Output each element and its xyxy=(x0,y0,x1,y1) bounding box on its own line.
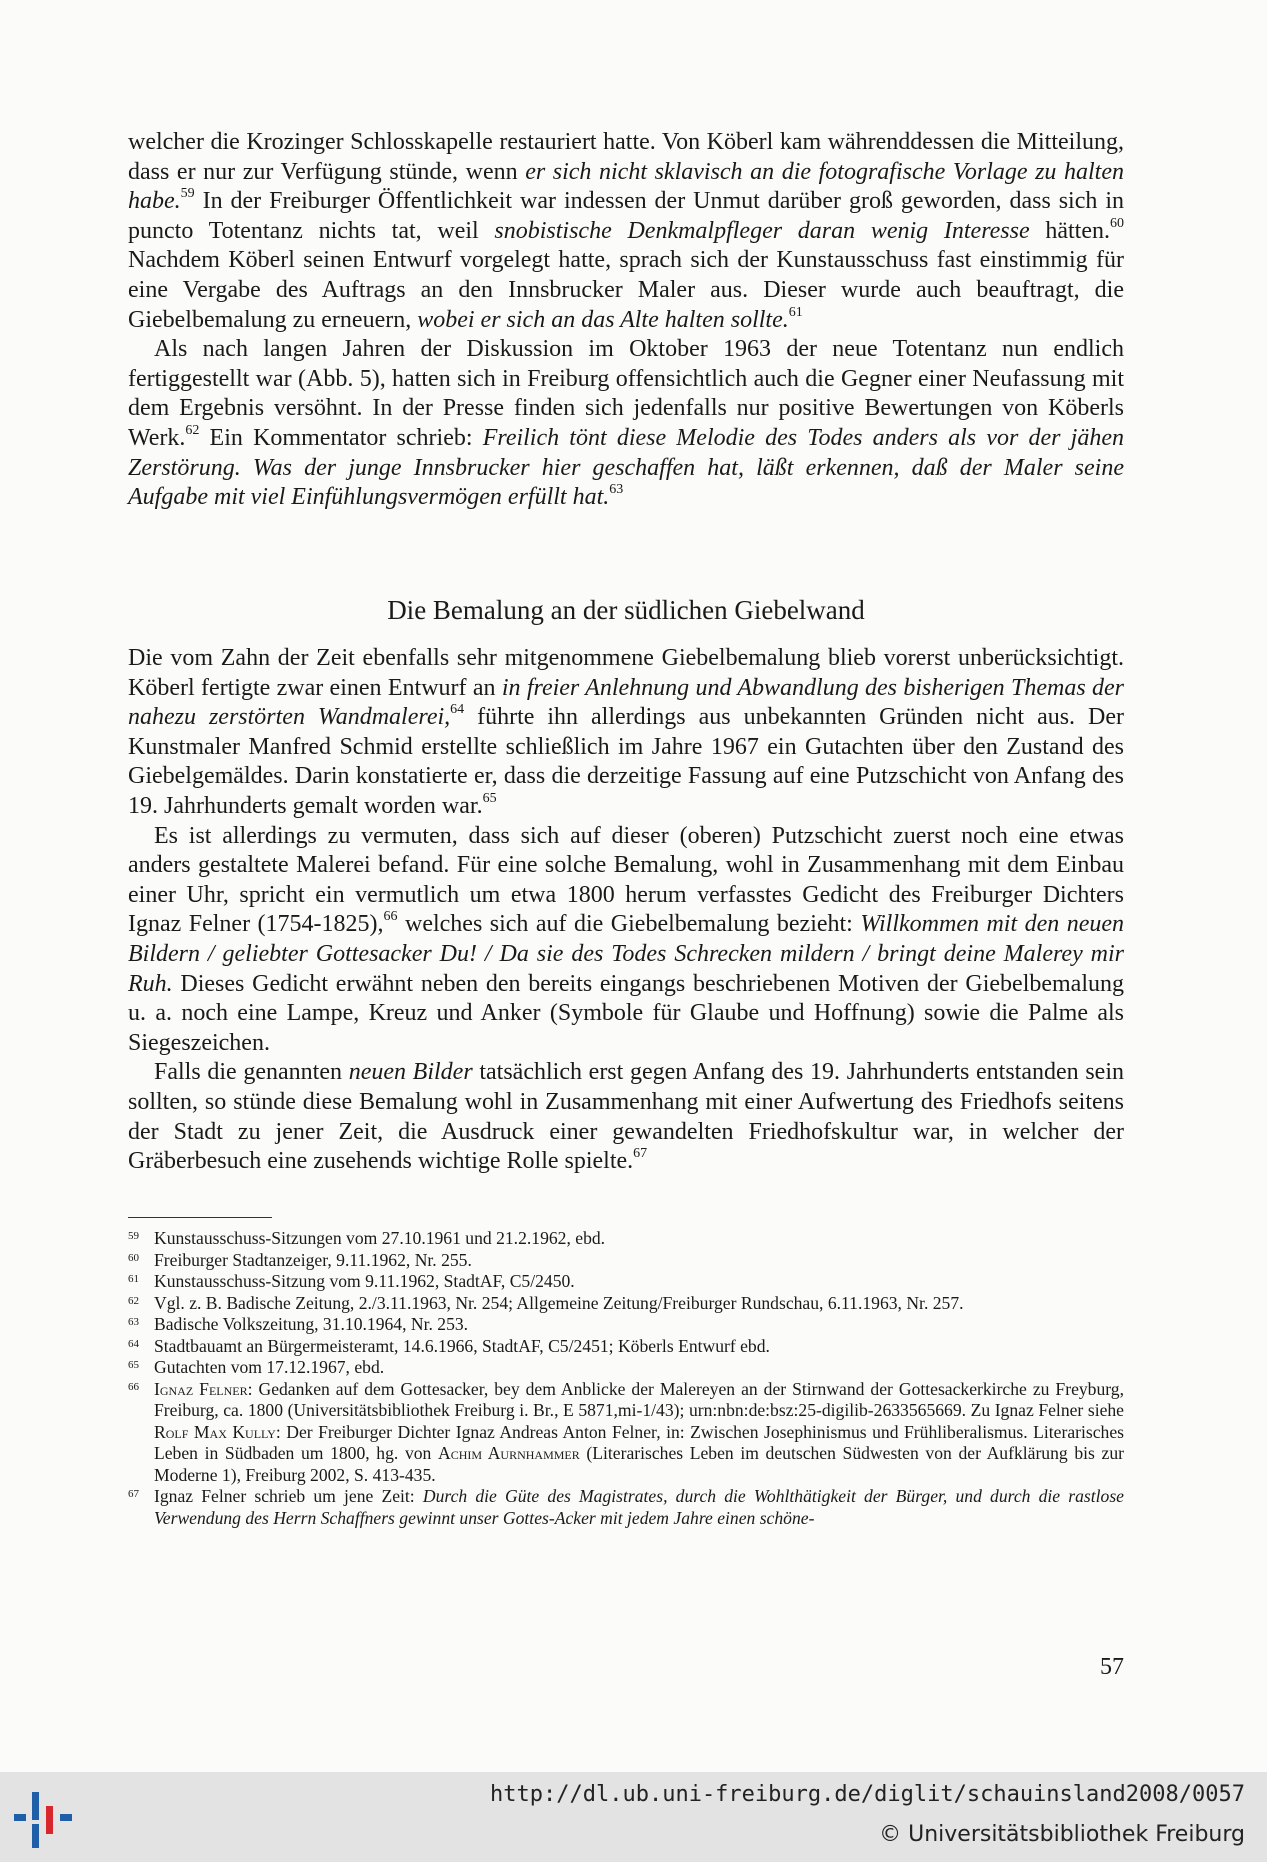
text-run: Kunstausschuss-Sitzungen vom 27.10.1961 und 21.2.1962, ebd. xyxy=(154,1228,606,1248)
text-run: Ignaz Felner schrieb um jene Zeit: xyxy=(154,1486,423,1506)
footnote-reference: 59 xyxy=(180,186,195,202)
text-run: Die vom Zahn der Zeit ebenfalls sehr mitgenommene Giebelbemalung blieb vorerst unberücksichtigt. Köberl fertigte zwar einen Entwurf an xyxy=(128,645,1124,701)
text-run: Gutachten vom 17.12.1967, ebd. xyxy=(154,1357,385,1377)
text-run: Kunstausschuss-Sitzung vom 9.11.1962, StadtAF, C5/2450. xyxy=(154,1271,575,1291)
italic-text: wobei er sich an das Alte halten sollte. xyxy=(417,306,789,333)
footnote-number: 64 xyxy=(128,1337,139,1350)
footnote-number: 63 xyxy=(128,1316,139,1328)
italic-text: Durch die Güte des Magistrates, durch die Wohlthätigkeit der Bürger, und durch die rastlose Verwendung des Herrn Schaffners gewinnt unser Gottes-Acker mit jedem Jahre einen schöne- xyxy=(154,1486,1124,1528)
footnote-reference: 60 xyxy=(1110,215,1124,231)
footnote-text xyxy=(154,1228,1124,1250)
text-run: Nachdem Köberl seinen Entwurf vorgelegt hatte, sprach sich der Kunstausschuss fast einstimmig für eine Vergabe des Auftrags an den Innsbrucker Maler aus. Dieser wurde auch beauftragt, die Giebelbemalung zu erneuern, xyxy=(128,247,1124,333)
text-run: Freiburger Stadtanzeiger, 9.11.1962, Nr. 255. xyxy=(154,1249,472,1270)
footnote-reference: 64 xyxy=(450,702,465,718)
text-run: welcher die Krozinger Schlosskapelle restauriert hatte. Von Köberl kam währenddessen die Mitteilung, dass er nur zur Verfügung stünde, wenn xyxy=(128,129,1124,185)
footnote-reference: 62 xyxy=(185,422,200,438)
footnote-text xyxy=(154,1379,1124,1487)
footnote xyxy=(128,1357,1124,1379)
footnote-text xyxy=(154,1486,1124,1529)
italic-text: in freier Anlehnung und Abwandlung des bisherigen Themas der nahezu zerstörten Wandmalerei, xyxy=(128,674,1124,731)
footnote-number: 59 xyxy=(128,1230,139,1242)
document-url-link[interactable]: http://dl.ub.uni-freiburg.de/diglit/schauinsland2008/0057 xyxy=(490,1782,1245,1807)
italic-text: Freilich tönt diese Melodie des Todes anders als vor der jähen Zerstörung. Was der junge Innsbrucker hier geschaffen hat, läßt erkennen, daß der Maler seine Aufgabe mit viel Einfühlungsvermögen erfüllt hat. xyxy=(128,424,1124,511)
italic-text: Willkommen mit den neuen Bildern / geliebter Gottesacker Du! / Da sie des Todes Schrecken mildern / bringt deine Malerey mir Ruh. xyxy=(128,911,1125,997)
footnote xyxy=(128,1486,1124,1529)
footnote xyxy=(128,1314,1124,1336)
page-number: 57 xyxy=(1100,1654,1124,1680)
footnote-reference: 61 xyxy=(788,304,803,320)
italic-text: er sich nicht sklavisch an die fotografische Vorlage zu halten habe. xyxy=(128,158,1125,215)
text-run: : Der Freiburger Dichter Ignaz Andreas Anton Felner, in: Zwischen Josephinismus und Frühliberalismus. Literarisches Leben in Südbaden um 1800, hg. von xyxy=(154,1421,1124,1463)
footnote xyxy=(128,1293,1124,1315)
text-run: In der Freiburger Öffentlichkeit war indessen der Unmut darüber groß geworden, dass sich in puncto Totentanz nichts tat, weil xyxy=(128,188,1124,244)
footnote xyxy=(128,1228,1124,1250)
text-run: Badische Volkszeitung, 31.10.1964, Nr. 253. xyxy=(154,1314,469,1334)
footnote xyxy=(128,1336,1124,1358)
paragraph xyxy=(128,1058,1124,1176)
text-run: Als nach langen Jahren der Diskussion im Oktober 1963 der neue Totentanz nun endlich fertiggestellt war (Abb. 5), hatten sich in Freiburg offensichtlich auch die Gegner einer Neufassung mit dem Ergebnis versöhnt. In der Presse finden sich jedenfalls nur positive Bewertungen von Köberls Werk. xyxy=(128,336,1124,451)
body-text-upper xyxy=(128,128,1124,513)
text-run: Es ist allerdings zu vermuten, dass sich auf dieser (oberen) Putzschicht zuerst noch eine etwas anders gestaltete Malerei befand. Für eine solche Bemalung, wohl in Zusammenhang mit dem Einbau einer Uhr, spricht ein vermutlich um etwa 1800 herum verfasstes Gedicht des Freiburger Dichters Ignaz Felner (1754-1825), xyxy=(128,822,1124,938)
text-run: Dieses Gedicht erwähnt neben den bereits eingangs beschriebenen Motiven der Giebelbemalung u. a. noch eine Lampe, Kreuz und Anker (Symbole für Glaube und Hoffnung) sowie die Palme als Siegeszeichen. xyxy=(128,970,1124,1056)
ub-freiburg-logo-icon[interactable] xyxy=(4,1786,84,1850)
italic-text: snobistische Denkmalpfleger daran wenig Interesse xyxy=(494,217,1030,244)
footnote-number: 62 xyxy=(128,1294,139,1307)
section-heading: Die Bemalung an der südlichen Giebelwand xyxy=(387,595,865,625)
text-run: führte ihn allerdings aus unbekannten Gründen nicht aus. Der Kunstmaler Manfred Schmid erstellte schließlich im Jahre 1967 ein Gutachten über den Zustand des Giebelgemäldes. Darin konstatierte er, dass die derzeitige Fassung auf eine Putzschicht von Anfang des 19. Jahrhunderts gemalt worden war. xyxy=(128,704,1124,819)
footnote-number: 67 xyxy=(128,1488,139,1500)
footnote-text xyxy=(154,1357,1124,1379)
footnote xyxy=(128,1250,1124,1272)
footnote-reference: 65 xyxy=(482,790,497,806)
footnote-number: 66 xyxy=(128,1380,139,1393)
footnote-number: 60 xyxy=(128,1251,139,1264)
author-name: Ignaz Felner xyxy=(154,1378,248,1399)
text-run: (Literarisches Leben im deutschen Südwesten von der Aufklärung bis zur Moderne 1), Freiburg 2002, S. 413-435. xyxy=(154,1443,1124,1485)
footnote-text xyxy=(154,1336,1124,1358)
text-run: : Gedanken auf dem Gottesacker, bey dem Anblicke der Malereyen an der Stirnwand der Gottesackerkirche zu Freyburg, Freiburg, ca. 1800 (Universitätsbibliothek Freiburg i. Br., E 5871,mi-1/43); urn:nbn:de:bsz:25-digilib-2633565669. Zu Ignaz Felner siehe xyxy=(154,1378,1125,1420)
paragraph xyxy=(128,128,1124,335)
text-run: hätten. xyxy=(1029,217,1110,244)
footnote-text xyxy=(154,1314,1124,1336)
copyright-notice: © Universitätsbibliothek Freiburg xyxy=(879,1822,1245,1847)
text-run: Vgl. z. B. Badische Zeitung, 2./3.11.1963, Nr. 254; Allgemeine Zeitung/Freiburger Rundschau, 6.11.1963, Nr. 257. xyxy=(154,1292,964,1313)
text-run: Ein Kommentator schrieb: xyxy=(199,424,483,451)
text-run: Falls die genannten xyxy=(154,1059,349,1086)
paragraph xyxy=(128,644,1124,822)
footnote-divider xyxy=(128,1217,272,1218)
text-run: welches sich auf die Giebelbemalung bezieht: xyxy=(397,911,861,938)
paragraph xyxy=(128,335,1124,513)
footnote-text xyxy=(154,1293,1124,1315)
footnote-text xyxy=(154,1250,1124,1272)
footnote xyxy=(128,1271,1124,1293)
footnote-reference: 63 xyxy=(609,482,624,498)
author-name: Achim Aurnhammer xyxy=(437,1443,580,1463)
footnotes-list xyxy=(128,1228,1124,1529)
author-name: Rolf Max Kully xyxy=(154,1421,276,1442)
paragraph xyxy=(128,822,1124,1059)
footnote-reference: 66 xyxy=(383,909,398,925)
text-run: Stadtbauamt an Bürgermeisteramt, 14.6.1966, StadtAF, C5/2451; Köberls Entwurf ebd. xyxy=(154,1335,770,1356)
footnote xyxy=(128,1379,1124,1487)
footnote-number: 65 xyxy=(128,1359,139,1371)
footnote-number: 61 xyxy=(128,1273,139,1285)
viewer-footer xyxy=(0,1772,1267,1862)
italic-text: neuen Bilder xyxy=(348,1059,473,1086)
footnote-text xyxy=(154,1271,1124,1293)
footnote-reference: 67 xyxy=(633,1146,648,1162)
body-text-lower xyxy=(128,644,1124,1177)
text-run: tatsächlich erst gegen Anfang des 19. Jahrhunderts entstanden sein sollten, so stünde diese Bemalung wohl in Zusammenhang mit einer Aufwertung des Friedhofs seitens der Stadt zu jener Zeit, die Ausdruck einer gewandelten Friedhofskultur war, in welcher der Gräberbesuch eine zusehends wichtige Rolle spielte. xyxy=(128,1059,1125,1175)
